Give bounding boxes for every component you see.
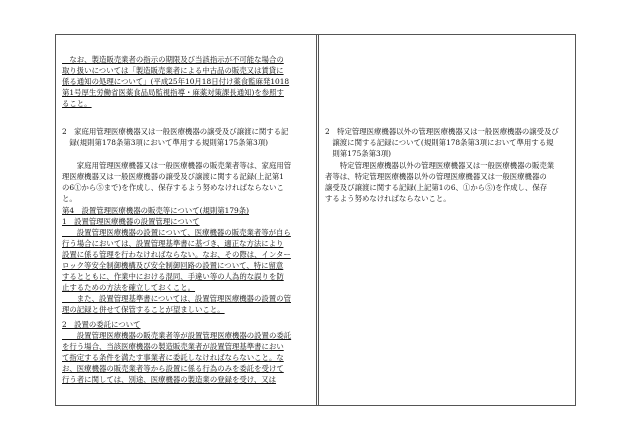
section-heading: 譲渡に関する記録について(規則第178条第3項において準用する規 <box>325 138 554 147</box>
note-line: 係る通知の処理について」(平成25年10月18日付け薬食監麻発1018 <box>62 77 290 86</box>
body-line: 設置管理医療機器の販売業者等が設置管理医療機器の設置の委託 <box>62 331 292 340</box>
body-line: 行う場合においては、設置管理基準書に基づき、適正な方法により <box>62 239 284 248</box>
body-line: 設置管理医療機器の設置について、医療機器の販売業者等が自ら <box>62 228 291 237</box>
section-heading: 録(規則第178条第3項において準用する規則第175条第3項) <box>62 138 268 147</box>
body-line: 理医療機器又は一般医療機器の譲受及び譲渡に関する記録(上記第1 <box>62 172 284 181</box>
right-column <box>325 35 571 405</box>
comparison-table <box>55 34 576 406</box>
body-line: 特定管理医療機器以外の管理医療機器又は一般医療機器の販売業 <box>325 161 555 170</box>
body-line: 止するための方法を確立しておくこと。 <box>62 283 196 292</box>
column-divider <box>316 35 319 405</box>
note-line: なお、製造販売業者の指示の期限及び当該指示が不可能な場合の <box>62 55 284 64</box>
body-line: お、医療機器の販売業者等から設置に係る行為のみを委託を受けて <box>62 364 284 373</box>
left-column <box>62 35 312 405</box>
body-line: 家庭用管理医療機器又は一般医療機器の販売業者等は、家庭用管 <box>62 161 292 170</box>
body-line: するとともに、作業中における混同、手違い等の人為的な誤りを防 <box>62 272 284 281</box>
body-line: また、設置管理基準書については、設置管理医療機器の設置の管 <box>62 294 291 303</box>
note-line: 取り扱いについては「製造販売業者による中古品の販売又は賃貸に <box>62 66 284 75</box>
section-heading: 則第175条第3項) <box>325 149 392 158</box>
body-line: 譲受及び譲渡に関する記録(上記第1の6、①から⑤)を作成し、保存 <box>325 183 548 192</box>
part-heading: 第4 設置管理医療機器の販売等について(規則第179条) <box>62 206 250 215</box>
body-line: の6①から⑤まで)を作成し、保存するよう努めなければならないこ <box>62 183 284 192</box>
body-line: て指定する条件を満たす事業者に委託しなければならないこと。な <box>62 353 284 362</box>
item-heading: 1 設置管理医療機器の設置管理について <box>62 217 200 226</box>
body-line: 理の記録と併せて保管することが望ましいこと。 <box>62 305 225 314</box>
body-line: するよう努めなければならないこと。 <box>325 194 451 203</box>
note-line: 第1号厚生労働省医薬食品局監視指導・麻薬対策課長通知)を参照す <box>62 88 284 97</box>
note-line: ること。 <box>62 99 92 108</box>
body-line: を行う場合、当該医療機器の製造販売業者が設置管理基準書におい <box>62 342 284 351</box>
body-line: ロック等安全制御機構及び安全制御回路の設置について、特に留意 <box>62 261 284 270</box>
section-heading: 2 家庭用管理医療機器又は一般医療機器の譲受及び譲渡に関する記 <box>62 127 289 136</box>
section-heading: 2 特定管理医療機器以外の管理医療機器又は一般医療機器の譲受及び <box>325 127 559 136</box>
item-heading: 2 設置の委託について <box>62 320 141 329</box>
body-line: 者等は、特定管理医療機器以外の管理医療機器又は一般医療機器の <box>325 172 547 181</box>
body-line: と。 <box>62 194 77 203</box>
body-line: 行う者に関しては、別途、医療機器の製造業の登録を受け、又は <box>62 375 277 384</box>
body-line: 設置に係る管理を行わなければならない。なお、その際は、インター <box>62 250 291 259</box>
